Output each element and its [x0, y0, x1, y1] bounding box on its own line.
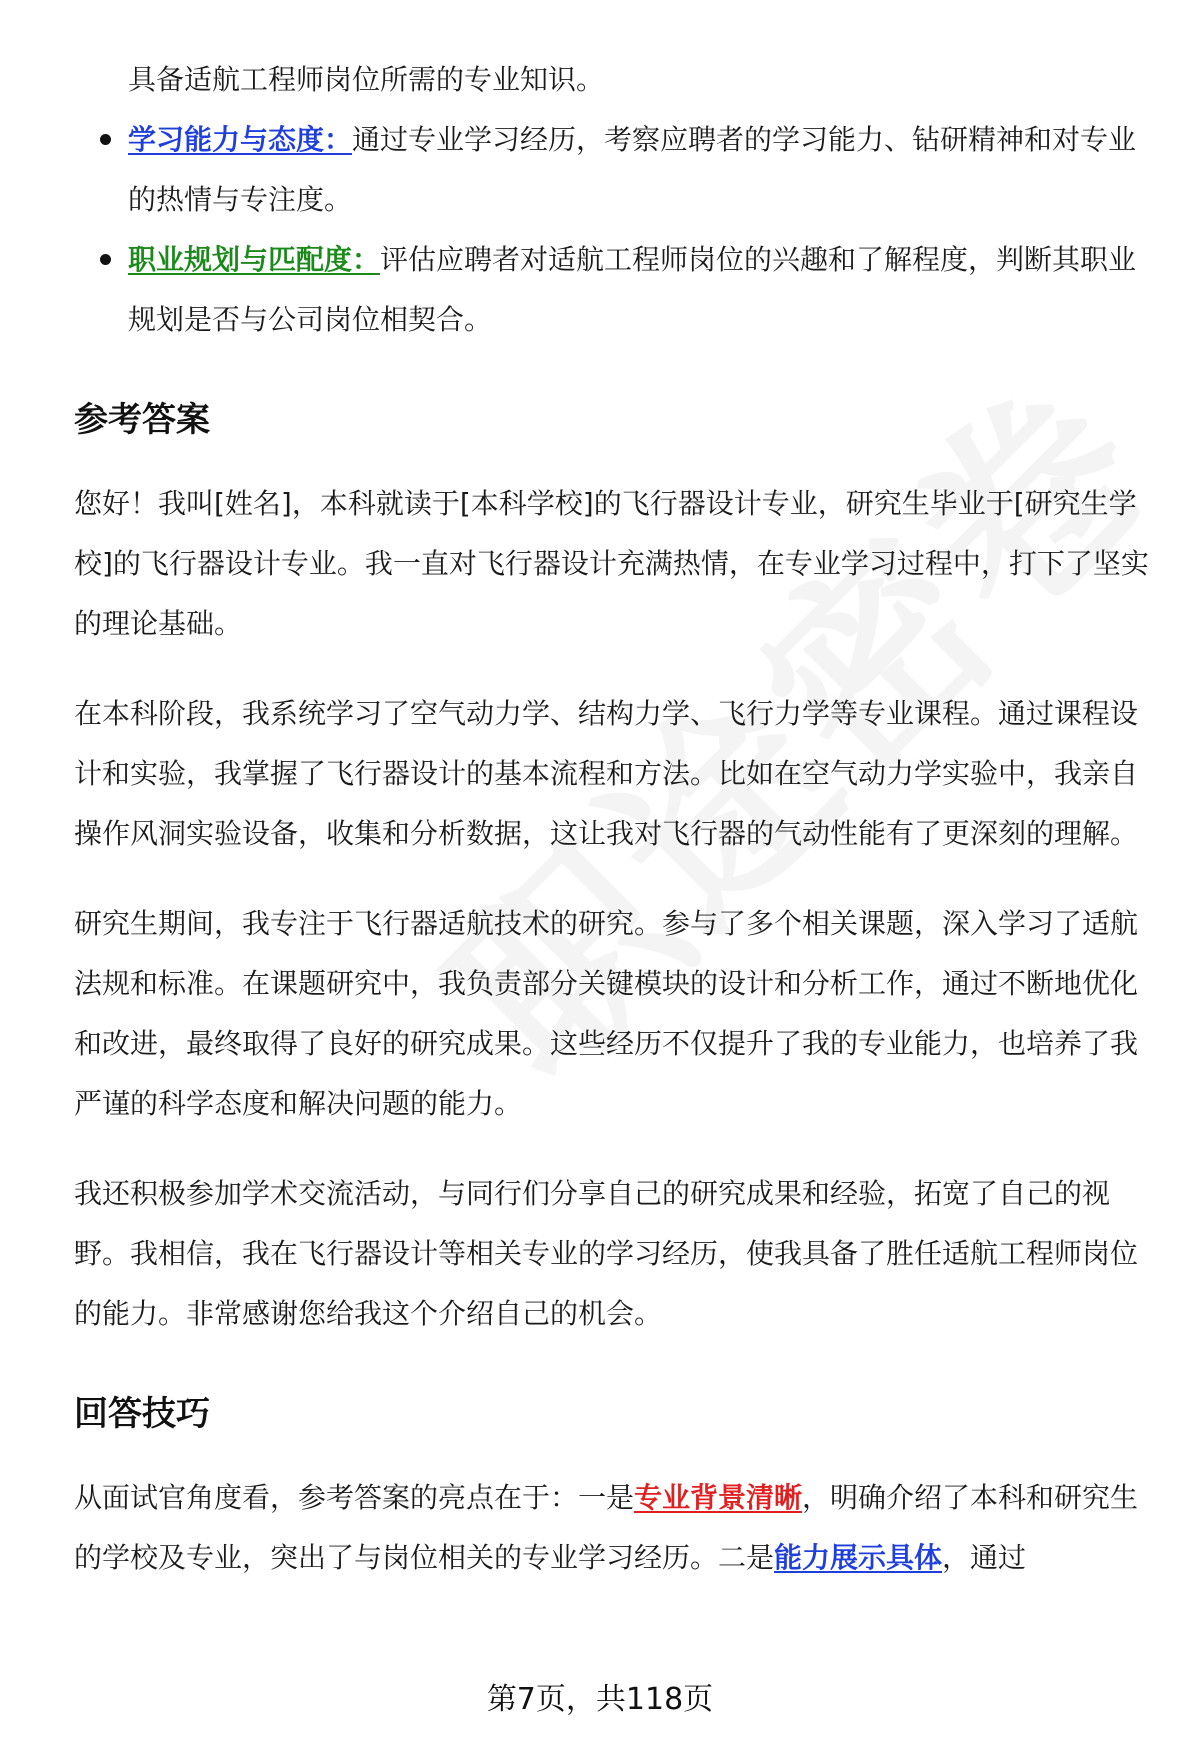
document-body	[74, 50, 1154, 1618]
tips-text: 从面试官角度看，参考答案的亮点在于：一是	[74, 1481, 635, 1514]
section-title-reference-answer: 参考答案	[74, 400, 210, 440]
bullet-dot-icon	[100, 254, 111, 265]
tips-keyword-red: 专业背景清晰	[634, 1481, 803, 1514]
tips-keyword-blue: 能力展示具体	[774, 1541, 943, 1574]
tips-paragraph	[74, 1468, 1154, 1588]
bullet-continuation: 具备适航工程师岗位所需的专业知识。	[128, 63, 605, 96]
answer-paragraph: 在本科阶段，我系统学习了空气动力学、结构力学、飞行力学等专业课程。通过课程设计和实验，我掌握了飞行器设计的基本流程和方法。比如在空气动力学实验中，我亲自操作风洞实验设备，收集和分析数据，这让我对飞行器的气动性能有了更深刻的理解。	[74, 697, 1139, 850]
bullet-career-planning	[74, 230, 1154, 350]
tips-text: ，明确介绍了本科和研究生的学校及专业，突出了与岗位相关的专业学习经历。二是	[74, 1481, 1139, 1574]
bullet-text: 评估应聘者对适航工程师岗位的兴趣和了解程度，判断其职业规划是否与公司岗位相契合。	[128, 243, 1137, 336]
bullet-dot-icon	[100, 134, 111, 145]
bullet-learning-ability	[74, 110, 1154, 230]
bullet-keyword: 学习能力与态度：	[128, 123, 353, 156]
tips-text: ，通过	[942, 1541, 1027, 1574]
answer-paragraph: 研究生期间，我专注于飞行器适航技术的研究。参与了多个相关课题，深入学习了适航法规和标准。在课题研究中，我负责部分关键模块的设计和分析工作，通过不断地优化和改进，最终取得了良好的研究成果。这些经历不仅提升了我的专业能力，也培养了我严谨的科学态度和解决问题的能力。	[74, 907, 1139, 1120]
page-footer: 第7页，共118页	[486, 1682, 714, 1717]
bullet-keyword: 职业规划与匹配度：	[128, 243, 381, 276]
section-title-answer-tips: 回答技巧	[74, 1394, 210, 1434]
bullet-list	[74, 110, 1154, 350]
answer-paragraph: 您好！我叫[姓名]，本科就读于[本科学校]的飞行器设计专业，研究生毕业于[研究生学校]的飞行器设计专业。我一直对飞行器设计充满热情，在专业学习过程中，打下了坚实的理论基础。	[74, 487, 1149, 640]
answer-paragraph: 我还积极参加学术交流活动，与同行们分享自己的研究成果和经验，拓宽了自己的视野。我相信，我在飞行器设计等相关专业的学习经历，使我具备了胜任适航工程师岗位的能力。非常感谢您给我这个介绍自己的机会。	[74, 1177, 1139, 1330]
bullet-text: 通过专业学习经历，考察应聘者的学习能力、钻研精神和对专业的热情与专注度。	[128, 123, 1137, 216]
